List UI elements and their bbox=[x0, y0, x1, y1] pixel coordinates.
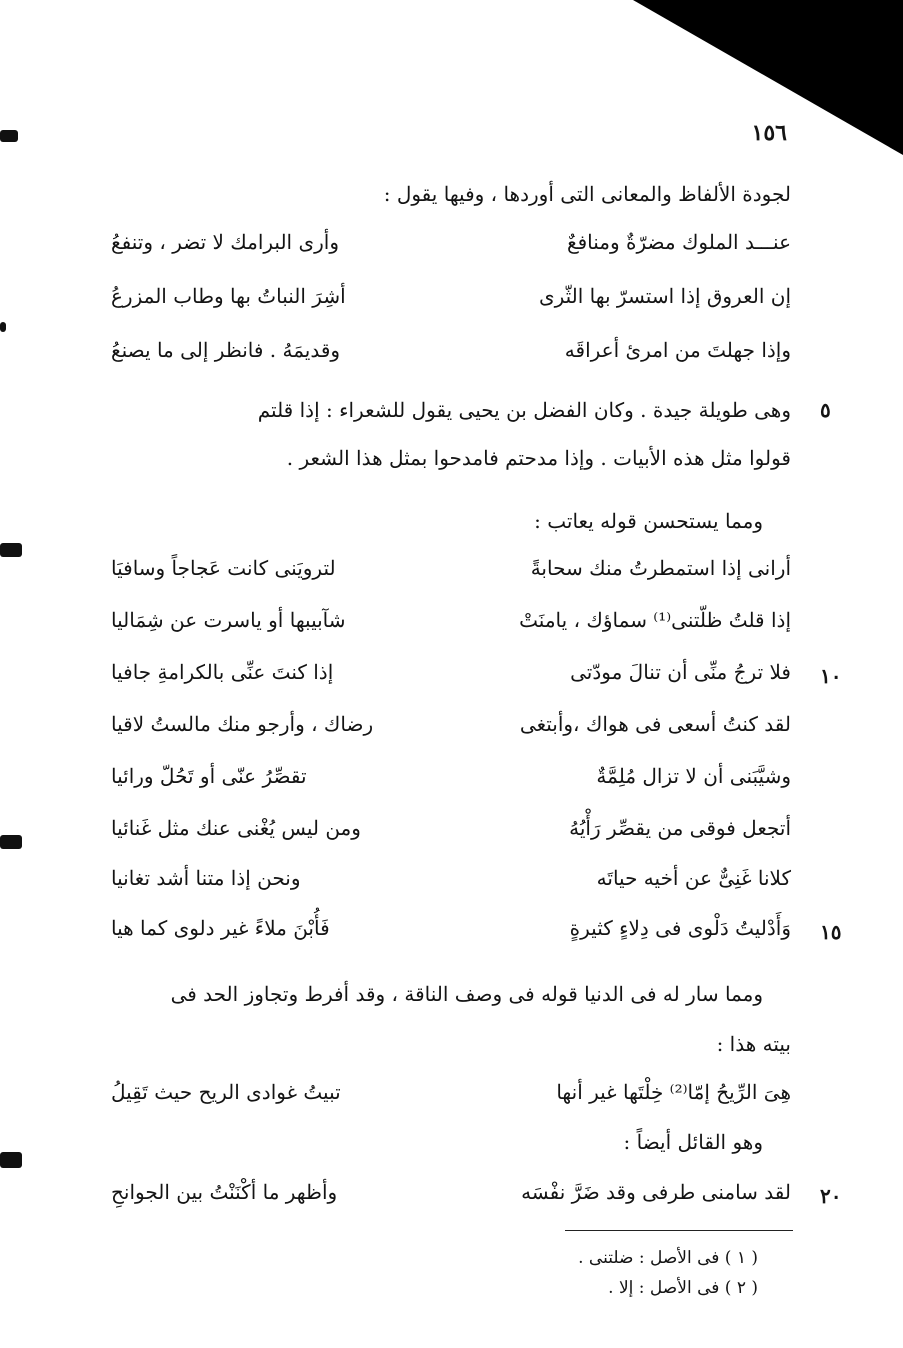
hemistich-first: وَأَدْليتُ دَلْوى فى دِلاءٍ كثيرةٍ bbox=[569, 916, 791, 940]
hemistich-second: فَأُبْنَ ملاءً غير دلوى كما هيا bbox=[111, 916, 330, 940]
margin-mark bbox=[0, 835, 22, 849]
hemistich-first: وإذا جهلتَ من امرئ أعراقَه bbox=[564, 338, 791, 362]
poem1-verse bbox=[111, 230, 791, 262]
paragraph-line: بيته هذا : bbox=[716, 1032, 791, 1056]
poem1-verse bbox=[111, 338, 791, 370]
footnote: ( ٢ ) فى الأصل : إلا . bbox=[608, 1278, 758, 1298]
hemistich-first: إن العروق إذا استسرّ بها الثّرى bbox=[538, 284, 791, 308]
hemistich-second: وأرى البرامك لا تضر ، وتنفعُ bbox=[111, 230, 339, 254]
hemistich-first: فلا ترجُ منِّى أن تنالَ مودّتى bbox=[570, 660, 791, 684]
paragraph-line: قولوا مثل هذه الأبيات . وإذا مدحتم فامدحوا بمثل هذا الشعر . bbox=[286, 446, 791, 470]
line-number: ١٥ bbox=[820, 920, 842, 944]
hemistich-second: إذا كنتَ عنِّى بالكرامةِ جافيا bbox=[111, 660, 334, 684]
poem2-verse bbox=[111, 712, 791, 744]
page-number: ١٥٦ bbox=[751, 120, 787, 146]
hemistich-first: إذا قلتُ ظلّتنى⁽¹⁾ سماؤك ، يامنَتْ bbox=[519, 608, 791, 632]
intro-line: لجودة الألفاظ والمعانى التى أوردها ، وفيها يقول : bbox=[383, 182, 791, 206]
hemistich-first: لقد سامنى طرفى وقد ضَرَّ نفْسَه bbox=[521, 1180, 791, 1204]
margin-mark bbox=[0, 130, 18, 142]
intro-line: وهو القائل أيضاً : bbox=[623, 1130, 763, 1154]
hemistich-first: وشيَّبَنى أن لا تزال مُلِمَّةٌ bbox=[596, 764, 791, 788]
line-number: ٢٠ bbox=[820, 1184, 842, 1208]
paragraph-line: ومما سار له فى الدنيا قوله فى وصف الناقة ، وقد أفرط وتجاوز الحد فى bbox=[170, 982, 763, 1006]
hemistich-second: وقديمَهُ . فانظر إلى ما يصنعُ bbox=[111, 338, 341, 362]
hemistich-second: وأظهر ما أكْنَنْتُ بين الجوانحِ bbox=[111, 1180, 338, 1204]
margin-mark bbox=[0, 543, 22, 557]
poem1-verse bbox=[111, 284, 791, 316]
poem2-verse bbox=[111, 916, 791, 948]
hemistich-second: تبيتُ غوادى الريح حيث تَقِيلُ bbox=[111, 1080, 341, 1104]
poem2-verse bbox=[111, 660, 791, 692]
hemistich-second: ومن ليس يُغْنى عنك مثل غَنائيا bbox=[111, 816, 361, 840]
verse bbox=[111, 1180, 791, 1212]
hemistich-first: هِىَ الرِّيحُ إمّا⁽²⁾ خِلْتَها غير أنها bbox=[556, 1080, 791, 1104]
hemistich-second: أشِرَ النباتُ بها وطاب المزرعُ bbox=[111, 284, 346, 308]
hemistich-second: ونحن إذا متنا أشد تغانيا bbox=[111, 866, 301, 890]
hemistich-second: شآبيبها أو ياسرت عن شِمَاليا bbox=[111, 608, 346, 632]
intro-line: ومما يستحسن قوله يعاتب : bbox=[534, 509, 763, 533]
poem2-verse bbox=[111, 764, 791, 796]
poem2-verse bbox=[111, 866, 791, 898]
margin-mark bbox=[0, 322, 6, 332]
footnote-divider bbox=[565, 1230, 793, 1231]
paragraph-line: وهى طويلة جيدة . وكان الفضل بن يحيى يقول للشعراء : إذا قلتم bbox=[257, 398, 791, 422]
footnote: ( ١ ) فى الأصل : ضلتنى . bbox=[578, 1248, 758, 1268]
line-number: ٥ bbox=[820, 398, 831, 422]
margin-mark bbox=[0, 1152, 22, 1168]
hemistich-second: رضاك ، وأرجو منك مالستُ لاقيا bbox=[111, 712, 374, 736]
verse bbox=[111, 1080, 791, 1112]
hemistich-second: تقصِّرُ عنّى أو تَحُلّ ورائيا bbox=[111, 764, 307, 788]
poem2-verse bbox=[111, 816, 791, 848]
hemistich-first: عنـــد الملوك مضرّةٌ ومنافعٌ bbox=[566, 230, 791, 254]
hemistich-second: لترويَنى كانت عَجاجاً وسافيَا bbox=[111, 556, 336, 580]
hemistich-first: أتجعل فوقى من يقصِّر رَأْيُهُ bbox=[569, 816, 791, 840]
poem2-verse bbox=[111, 556, 791, 588]
line-number: ١٠ bbox=[820, 664, 842, 688]
hemistich-first: كلانا غَنِىٌّ عن أخيه حياتَه bbox=[596, 866, 791, 890]
poem2-verse bbox=[111, 608, 791, 640]
hemistich-first: لقد كنتُ أسعى فى هواك ،وأبتغى bbox=[519, 712, 791, 736]
hemistich-first: أرانى إذا استمطرتُ منك سحابةً bbox=[530, 556, 791, 580]
